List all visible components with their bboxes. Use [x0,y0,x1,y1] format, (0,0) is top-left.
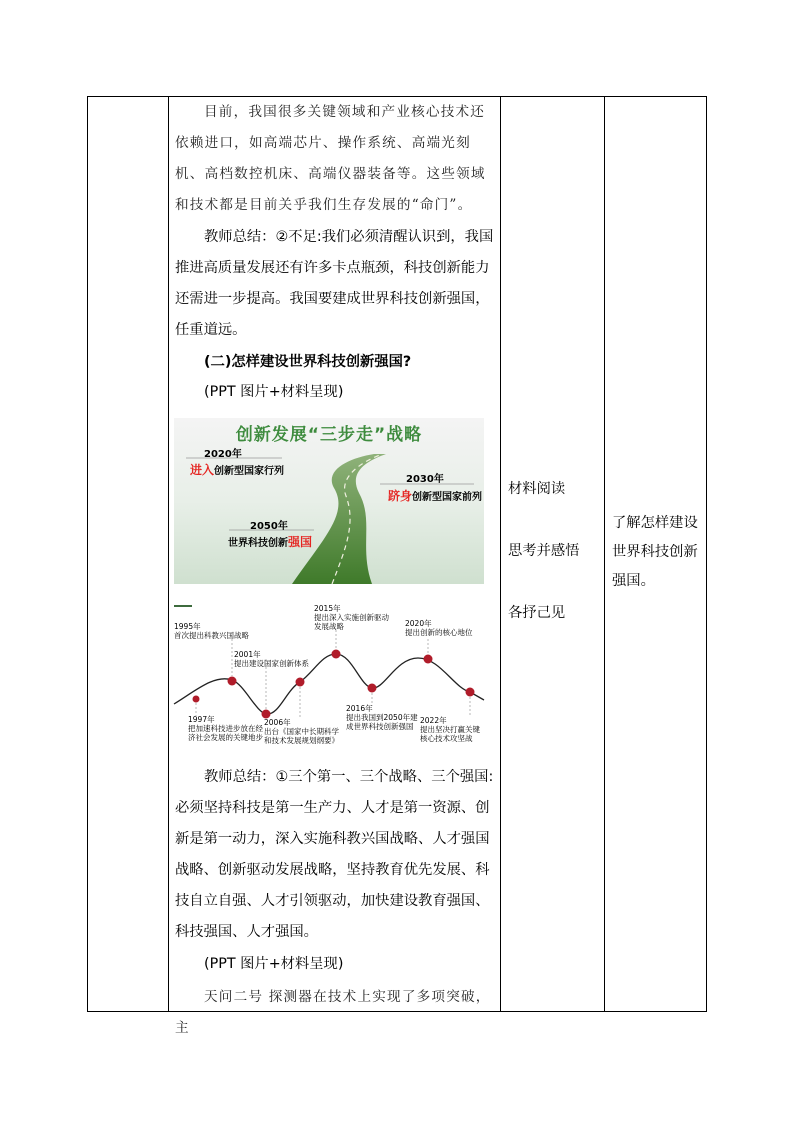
event-year: 2020年 [405,619,432,628]
event-text: 济社会发展的关键地步 [188,733,263,742]
ppt-note: (PPT 图片+材料呈现) [204,956,344,972]
timeline-dot [424,655,433,664]
design-intent: 了解怎样建设世界科技创新强国。 [612,515,698,589]
innovation-timeline-figure [174,604,484,754]
timeline-dot [368,684,377,693]
step-2020-text: 创新型国家行列 [214,466,285,477]
event-text: 出台《国家中长期科学 [264,727,339,736]
step-2030 [388,487,482,504]
event-text: 提出我国到2050年建 [346,713,418,722]
figure-title: 创新发展“三步走”战略 [235,425,423,445]
material-paragraph: 目前，我国很多关键领域和产业核心技术还依赖进口，如高端芯片、操作系统、高端光刻机、高档数控机床、高端仪器装备等。这些领域和技术都是目前关乎我们生存发展的“命门”。 [175,104,486,213]
event-2001 [234,650,309,668]
timeline-dot [193,696,200,703]
event-text: 首次提出科教兴国战略 [174,631,249,640]
event-year: 2015年 [314,604,341,613]
material-paragraph: 天问二号 探测器在技术上实现了多项突破，主 [175,989,491,1036]
column-divider [604,97,605,1011]
section-heading: (二)怎样建设世界科技创新强国? [204,354,412,370]
timeline-dot [296,678,305,687]
event-1997 [188,715,263,742]
event-text: 成世界科技创新强国 [346,722,414,731]
event-year: 1997年 [188,715,215,724]
year-2030: 2030年 [406,474,444,485]
event-text: 发展战略 [314,622,344,631]
event-year: 1995年 [174,622,201,631]
column-divider [500,97,501,1011]
step-2050 [228,533,312,550]
event-text: 把加速科技进步放在经 [188,724,263,733]
student-activity-3: 各抒己见 [508,605,566,621]
timeline-dot [466,688,475,697]
student-activity-1: 材料阅读 [508,481,566,497]
event-2015 [314,604,389,631]
step-2030-emphasis: 跻身 [388,489,413,503]
event-year: 2006年 [264,718,291,727]
three-step-strategy-figure [174,418,484,584]
event-2006 [264,718,339,745]
step-2020-emphasis: 进入 [190,463,215,477]
step-2030-text: 创新型国家前列 [412,492,483,503]
year-2020: 2020年 [204,449,242,460]
step-2050-emphasis: 强国 [288,535,313,549]
event-year: 2022年 [420,716,447,725]
lesson-table [87,96,707,1036]
teacher-summary-2: 教师总结：②不足:我们必须清醒认识到，我国推进高质量发展还有许多卡点瓶颈，科技创新能力还需进一步提高。我国要建成世界科技创新强国，任重道远。 [175,229,494,338]
student-activity-2: 思考并感悟 [508,543,580,559]
event-1995 [174,622,249,640]
event-year: 2001年 [234,650,261,659]
teacher-summary-1: 教师总结：①三个第一、三个战略、三个强国:必须坚持科技是第一生产力、人才是第一资源、创新是第一动力，深入实施科教兴国战略、人才强国战略、创新驱动发展战略，坚持教育优先发展、科技自立自强、人才引领驱动，加快建设教育强国、科技强国、人才强国。 [175,769,494,940]
event-text: 和技术发展规划纲要》 [264,736,339,745]
timeline-dot [228,677,237,686]
event-2020 [405,619,473,637]
ppt-note: (PPT 图片+材料呈现) [204,384,344,400]
event-year: 2016年 [346,704,373,713]
timeline-dot [332,650,341,659]
event-text: 提出创新的核心地位 [405,628,473,637]
step-2020 [190,461,284,478]
event-text: 提出建设国家创新体系 [234,659,309,668]
teaching-process-cell [169,97,500,1036]
event-text: 提出坚决打赢关键 [420,725,480,734]
event-2022 [420,716,480,743]
step-2050-text: 世界科技创新 [228,538,288,549]
event-2016 [346,704,418,731]
event-text: 核心技术攻坚战 [420,734,473,743]
event-text: 提出深入实施创新驱动 [314,613,389,622]
year-2050: 2050年 [250,521,288,532]
